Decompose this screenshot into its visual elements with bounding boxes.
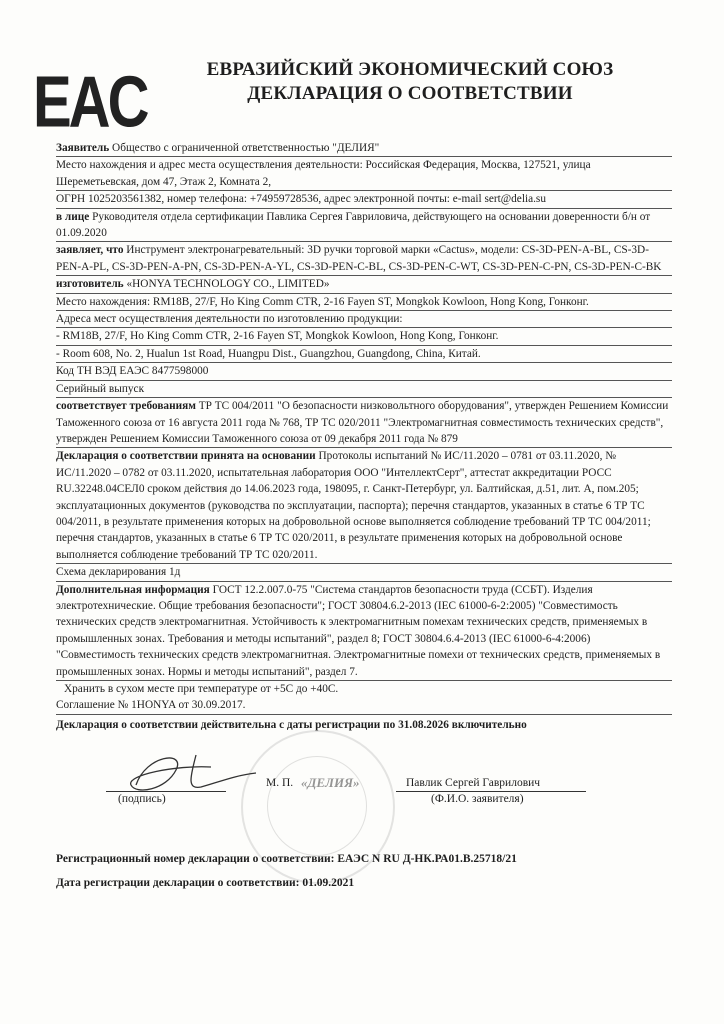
declaration-body bbox=[56, 140, 672, 733]
signature-caption: (подпись) bbox=[118, 793, 166, 805]
additional-info bbox=[56, 582, 672, 681]
fio-caption: (Ф.И.О. заявителя) bbox=[431, 793, 524, 805]
declares-label: заявляет, что bbox=[56, 244, 124, 257]
registration-number: Регистрационный номер декларации о соответствии: ЕАЭС N RU Д-НК.РА01.В.25718/21 bbox=[56, 853, 517, 865]
manufacturer-name: «HONYA TECHNOLOGY CO., LIMITED» bbox=[123, 278, 330, 291]
tn-ved-code: Код ТН ВЭД ЕАЭС 8477598000 bbox=[56, 363, 672, 380]
stamp-text: «ДЕЛИЯ» bbox=[301, 775, 360, 790]
registration-date: Дата регистрации декларации о соответствии: 01.09.2021 bbox=[56, 877, 355, 889]
declares-line bbox=[56, 242, 672, 276]
storage-note: Хранить в сухом месте при температуре от +5С до +40С. bbox=[64, 683, 339, 695]
manufacturer-address-2: - Room 608, No. 2, Hualun 1st Road, Huangpu Dist., Guangzhou, Guangdong, China, Китай. bbox=[56, 346, 672, 363]
person-label: в лице bbox=[56, 210, 90, 223]
union-title: ЕВРАЗИЙСКИЙ ЭКОНОМИЧЕСКИЙ СОЮЗ bbox=[206, 59, 614, 80]
seal-place-label: М. П. bbox=[266, 777, 294, 789]
basis-text: Протоколы испытаний № ИС/11.2020 – 0781 от 03.11.2020, № ИС/11.2020 – 0782 от 03.11.2020, испытательная лаборатория ООО "ИнтеллектСерт", аттестат аккредитации РОСС RU.32248.04СЕЛ0 сроком действия до 14.06.2023 года, 198095, г. Санкт-Петербург, ул. Балтийская, д.51, лит. А, пом.205; эксплуатационных документов (руководства по эксплуатации, паспорта); перечня стандартов, указанных в статье 6 ТР ТС 004/2011, в результате применения которых на добровольной основе выполняется соблюдение требований ТР ТС 004/2011; перечня стандартов, указанных в статье 6 ТР ТС 020/2011, в результате применения которых на добровольной основе выполняется соблюдение требований ТР ТС 020/2011. bbox=[56, 450, 651, 561]
declaration-scheme: Схема декларирования 1д bbox=[56, 564, 672, 581]
basis-line bbox=[56, 448, 672, 564]
applicant-address: Место нахождения и адрес места осуществления деятельности: Российская Федерация, Москва, 127521, улица Шереметьевская, дом 47, Этаж 2, Комната 2, bbox=[56, 157, 672, 191]
applicant-label: Заявитель bbox=[56, 142, 110, 154]
conformity-text: ТР ТС 004/2011 "О безопасности низковольтного оборудования", утвержден Решением Комиссии Таможенного союза от 16 августа 2011 года № 768, ТР ТС 020/2011 "Электромагнитная совместимость технических средств", утвержден Решением Комиссии Таможенного союза от 09 декабря 2011 года № 879 bbox=[56, 400, 669, 445]
additional-text: ГОСТ 12.2.007.0-75 "Система стандартов безопасности труда (ССБТ). Изделия электротехнические. Общие требования безопасности"; ГОСТ 30804.6.2-2013 (IEC 61000-6-2:2005) "Совместимость технических средств электромагнитная. Устойчивость к электромагнитным помехам технических средств, применяемых в промышленных зонах. Требования и методы испытаний", раздел 8; ГОСТ 30804.6.4-2013 (IEC 61000-6-4:2006) "Совместимость технических средств электромагнитная. Электромагнитные помехи от технических средств, применяемых в промышленных зонах. Нормы и методы испытаний", раздел 7. bbox=[56, 583, 661, 678]
applicant-ogrn: ОГРН 1025203561382, номер телефона: +74959728536, адрес электронной почты: e-mail sert@delia.su bbox=[56, 191, 672, 208]
manufacturer-label: изготовитель bbox=[56, 278, 124, 291]
manufacturer-addresses-label: Адреса мест осуществления деятельности по изготовлению продукции: bbox=[56, 311, 672, 328]
applicant-fio: Павлик Сергей Гаврилович bbox=[406, 777, 541, 789]
conformity-line bbox=[56, 398, 672, 448]
applicant-person bbox=[56, 209, 672, 243]
person-text: Руководителя отдела сертификации Павлика Сергея Гавриловича, действующего на основании доверенности б/н от 01.09.2020 bbox=[56, 210, 651, 240]
stamp-inner-ring bbox=[267, 756, 367, 856]
signature-block bbox=[56, 745, 672, 835]
manufacturer-location: Место нахождения: RM18B, 27/F, Ho King Comm CTR, 2-16 Fayen ST, Mongkok Kowloon, Hong Kong, Гонконг. bbox=[56, 294, 672, 311]
applicant-line bbox=[56, 140, 672, 157]
basis-label: Декларация о соответствии принята на основании bbox=[56, 450, 316, 463]
serial-production: Серийный выпуск bbox=[56, 381, 672, 398]
product-description: Инструмент электронагревательный: 3D ручки торговой марки «Cactus», модели: CS-3D-PEN-A-BL, CS-3D-PEN-A-PL, CS-3D-PEN-A-PN, CS-3D-PEN-A-YL, CS-3D-PEN-C-BL, CS-3D-PEN-C-WT, CS-3D-PEN-C-PN, CS-3D-PEN-C-BK bbox=[56, 244, 662, 273]
declaration-title: ДЕКЛАРАЦИЯ О СООТВЕТСТВИИ bbox=[247, 83, 573, 104]
document-header bbox=[150, 58, 670, 106]
agreement-note: Соглашение № 1HONYA от 30.09.2017. bbox=[56, 697, 672, 714]
additional-label: Дополнительная информация bbox=[56, 583, 210, 596]
signature-line bbox=[106, 791, 226, 792]
eac-logo: EAC bbox=[33, 61, 147, 143]
conformity-label: соответствует требованиям bbox=[56, 400, 196, 413]
validity-line: Декларация о соответствии действительна с даты регистрации по 31.08.2026 включительно bbox=[56, 718, 527, 731]
manufacturer-address-1: - RM18B, 27/F, Ho King Comm CTR, 2-16 Fayen ST, Mongkok Kowloon, Hong Kong, Гонконг. bbox=[56, 328, 672, 345]
applicant-name: Общество с ограниченной ответственностью "ДЕЛИЯ" bbox=[109, 142, 380, 154]
fio-line bbox=[396, 791, 586, 792]
manufacturer-line bbox=[56, 276, 672, 293]
